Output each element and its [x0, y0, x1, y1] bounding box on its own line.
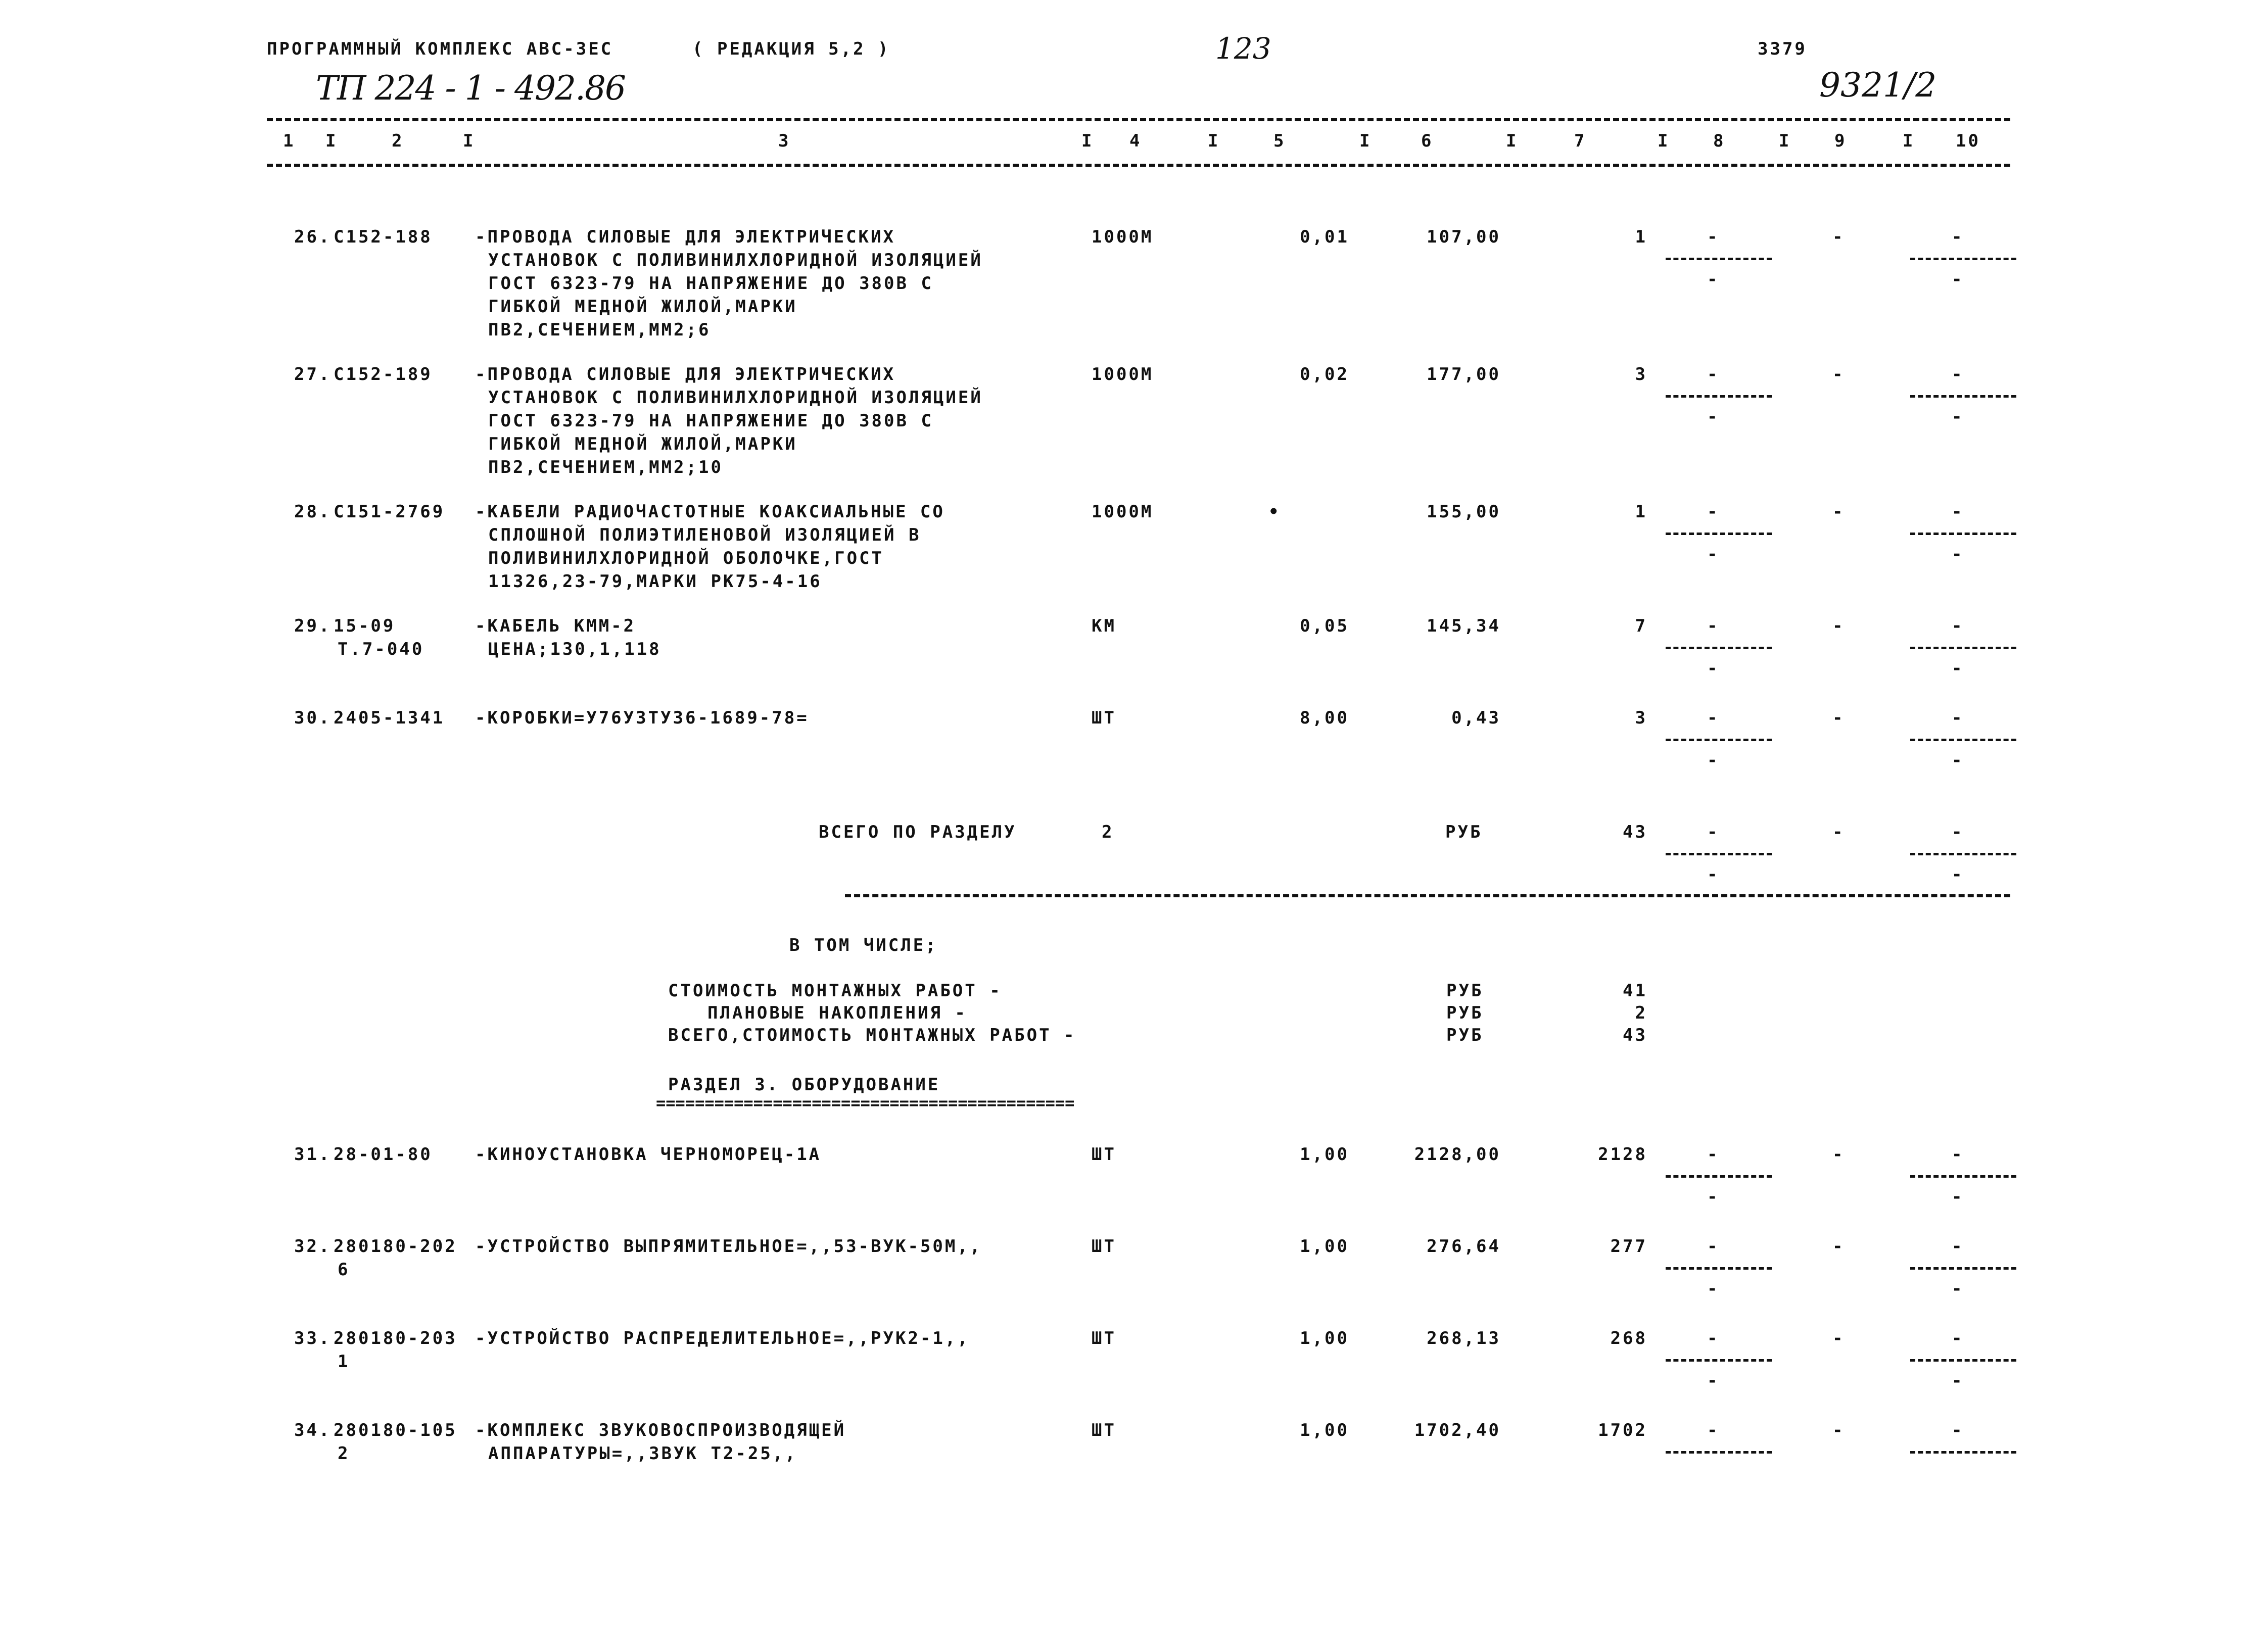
sheet-number: 9321/2 — [1819, 66, 1937, 105]
row-price: 2128,00 — [1414, 1144, 1501, 1165]
row-code: 280180-203 — [334, 1328, 457, 1348]
row-c9: - — [1832, 1420, 1845, 1440]
row-desc: 11326,23-79,МАРКИ РК75-4-16 — [488, 571, 822, 592]
row-price: 155,00 — [1427, 502, 1501, 522]
row-num: 26. — [294, 227, 332, 247]
row-c10-lower: - — [1952, 1371, 1964, 1391]
col-6: 6 — [1421, 131, 1434, 151]
program-title: ПРОГРАММНЫЙ КОМПЛЕКС АВС-ЗЕС — [267, 39, 613, 59]
row-c8-lower: - — [1707, 750, 1720, 770]
page-number: 123 — [1215, 31, 1271, 66]
row-code: 28-01-80 — [334, 1144, 433, 1165]
row-c9: - — [1832, 1236, 1845, 1257]
including-value: 41 — [1623, 981, 1647, 1001]
row-c9: - — [1832, 364, 1845, 384]
row-c10: - — [1952, 708, 1964, 728]
row-total: 1 — [1635, 502, 1647, 522]
row-unit: 1000М — [1092, 364, 1154, 384]
col-sep: I — [463, 131, 476, 151]
row-desc: ГИБКОЙ МЕДНОЙ ЖИЛОЙ,МАРКИ — [488, 434, 797, 454]
c10-divider — [1910, 1359, 2016, 1362]
c10-divider — [1910, 739, 2016, 741]
row-num: 29. — [294, 616, 332, 636]
row-c10: - — [1952, 502, 1964, 522]
col-sep: I — [1903, 131, 1915, 151]
c8-divider — [1666, 1175, 1772, 1178]
c10-divider — [1910, 1267, 2016, 1270]
row-c8: - — [1707, 708, 1720, 728]
col-1: 1 — [283, 131, 296, 151]
c10-divider — [1910, 647, 2016, 649]
row-c10: - — [1952, 1144, 1964, 1165]
section-3-title: РАЗДЕЛ 3. ОБОРУДОВАНИЕ — [668, 1075, 940, 1095]
row-desc: -УСТРОЙСТВО РАСПРЕДЕЛИТЕЛЬНОЕ=,,РУК2-1,, — [475, 1328, 970, 1348]
row-qty: 0,05 — [1300, 616, 1349, 636]
row-c10-lower: - — [1952, 750, 1964, 770]
row-code: 280180-202 — [334, 1236, 457, 1257]
including-label: СТОИМОСТЬ МОНТАЖНЫХ РАБОТ - — [668, 981, 1002, 1001]
section-total-c10-lower: - — [1952, 864, 1964, 885]
row-desc: ПВ2,СЕЧЕНИЕМ,ММ2;6 — [488, 320, 711, 340]
row-c10: - — [1952, 1420, 1964, 1440]
document-id: ТП 224 - 1 - 492.86 — [316, 69, 625, 108]
row-c9: - — [1832, 1144, 1845, 1165]
row-c10: - — [1952, 1328, 1964, 1348]
row-price: 145,34 — [1427, 616, 1501, 636]
row-c8-lower: - — [1707, 1279, 1720, 1299]
row-c10-lower: - — [1952, 1187, 1964, 1207]
row-total: 7 — [1635, 616, 1647, 636]
row-qty: 0,01 — [1300, 227, 1349, 247]
col-sep: I — [325, 131, 338, 151]
row-c10-lower: - — [1952, 544, 1964, 564]
c8-divider — [1666, 395, 1772, 398]
row-desc: -ПРОВОДА СИЛОВЫЕ ДЛЯ ЭЛЕКТРИЧЕСКИХ — [475, 227, 895, 247]
row-desc: -КАБЕЛЬ КММ-2 — [475, 616, 636, 636]
section-total-currency: РУБ — [1445, 822, 1483, 842]
row-c9: - — [1832, 1328, 1845, 1348]
row-code-extra: 6 — [338, 1260, 350, 1280]
section-total-label: ВСЕГО ПО РАЗДЕЛУ — [819, 822, 1017, 842]
col-sep: I — [1081, 131, 1094, 151]
row-num: 30. — [294, 708, 332, 728]
row-unit: 1000М — [1092, 502, 1154, 522]
row-desc: УСТАНОВОК С ПОЛИВИНИЛХЛОРИДНОЙ ИЗОЛЯЦИЕЙ — [488, 388, 983, 408]
row-desc: -КАБЕЛИ РАДИОЧАСТОТНЫЕ КОАКСИАЛЬНЫЕ СО — [475, 502, 945, 522]
row-c8-lower: - — [1707, 544, 1720, 564]
row-desc: ГОСТ 6323-79 НА НАПРЯЖЕНИЕ ДО 380В С — [488, 411, 933, 431]
row-unit: ШТ — [1092, 1144, 1116, 1165]
c8-divider — [1666, 853, 1772, 855]
row-unit: КМ — [1092, 616, 1116, 636]
row-c9: - — [1832, 616, 1845, 636]
row-desc: АППАРАТУРЫ=,,ЗВУК Т2-25,, — [488, 1443, 797, 1464]
c10-divider — [1910, 853, 2016, 855]
row-total: 268 — [1610, 1328, 1647, 1348]
row-c8: - — [1707, 1236, 1720, 1257]
row-desc: -КИНОУСТАНОВКА ЧЕРНОМОРЕЦ-1А — [475, 1144, 822, 1165]
col-4: 4 — [1129, 131, 1142, 151]
row-c10: - — [1952, 227, 1964, 247]
including-value: 2 — [1635, 1003, 1647, 1023]
header-top-rule — [267, 118, 2010, 121]
row-c8-lower: - — [1707, 1371, 1720, 1391]
col-sep: I — [1658, 131, 1670, 151]
row-code: С152-188 — [334, 227, 433, 247]
row-desc: ГИБКОЙ МЕДНОЙ ЖИЛОЙ,МАРКИ — [488, 297, 797, 317]
col-10: 10 — [1956, 131, 1980, 151]
row-unit: ШТ — [1092, 1420, 1116, 1440]
including-currency: РУБ — [1446, 981, 1484, 1001]
row-c8: - — [1707, 1328, 1720, 1348]
row-c10-lower: - — [1952, 269, 1964, 289]
row-total: 2128 — [1598, 1144, 1647, 1165]
row-c10-lower: - — [1952, 1279, 1964, 1299]
row-c9: - — [1832, 502, 1845, 522]
including-label: ПЛАНОВЫЕ НАКОПЛЕНИЯ - — [707, 1003, 967, 1023]
row-qty: 0,02 — [1300, 364, 1349, 384]
c8-divider — [1666, 533, 1772, 535]
row-c8: - — [1707, 1144, 1720, 1165]
row-total: 3 — [1635, 364, 1647, 384]
row-c8-lower: - — [1707, 269, 1720, 289]
col-8: 8 — [1713, 131, 1726, 151]
row-desc: -КОРОБКИ=У76УЗТУ36-1689-78= — [475, 708, 809, 728]
row-price: 107,00 — [1427, 227, 1501, 247]
col-sep: I — [1208, 131, 1220, 151]
row-num: 33. — [294, 1328, 332, 1348]
row-c8-lower: - — [1707, 1187, 1720, 1207]
row-unit: ШТ — [1092, 708, 1116, 728]
row-num: 28. — [294, 502, 332, 522]
row-c10: - — [1952, 616, 1964, 636]
section-total-c8: - — [1707, 822, 1720, 842]
col-5: 5 — [1273, 131, 1286, 151]
including-value: 43 — [1623, 1025, 1647, 1045]
row-price: 1702,40 — [1414, 1420, 1501, 1440]
section-total-c9: - — [1832, 822, 1845, 842]
including-currency: РУБ — [1446, 1025, 1484, 1045]
row-c8: - — [1707, 364, 1720, 384]
row-num: 34. — [294, 1420, 332, 1440]
document-code: 3379 — [1758, 39, 1807, 59]
row-price: 268,13 — [1427, 1328, 1501, 1348]
row-c10-lower: - — [1952, 658, 1964, 679]
row-qty: 1,00 — [1300, 1328, 1349, 1348]
row-num: 27. — [294, 364, 332, 384]
row-code: 2405-1341 — [334, 708, 445, 728]
including-title: В ТОМ ЧИСЛЕ; — [789, 935, 938, 955]
c8-divider — [1666, 1451, 1772, 1454]
row-num: 31. — [294, 1144, 332, 1165]
row-c9: - — [1832, 708, 1845, 728]
c10-divider — [1910, 395, 2016, 398]
row-price: 177,00 — [1427, 364, 1501, 384]
section-total-c10: - — [1952, 822, 1964, 842]
row-code: 280180-105 — [334, 1420, 457, 1440]
row-c10: - — [1952, 364, 1964, 384]
col-sep: I — [1506, 131, 1519, 151]
section-total-number: 2 — [1102, 822, 1114, 842]
row-code: С151-2769 — [334, 502, 445, 522]
row-code-extra: Т.7-040 — [338, 639, 424, 659]
row-desc: ПОЛИВИНИЛХЛОРИДНОЙ ОБОЛОЧКЕ,ГОСТ — [488, 548, 884, 568]
row-desc: ЦЕНА;130,1,118 — [488, 639, 662, 659]
row-price: 276,64 — [1427, 1236, 1501, 1257]
row-unit: ШТ — [1092, 1328, 1116, 1348]
row-price: 0,43 — [1451, 708, 1501, 728]
c8-divider — [1666, 258, 1772, 260]
row-num: 32. — [294, 1236, 332, 1257]
row-total: 1702 — [1598, 1420, 1647, 1440]
section-total-rule — [845, 894, 2010, 897]
col-7: 7 — [1574, 131, 1587, 151]
c10-divider — [1910, 533, 2016, 535]
row-total: 277 — [1610, 1236, 1647, 1257]
row-unit: 1000М — [1092, 227, 1154, 247]
row-desc: -КОМПЛЕКС ЗВУКОВОСПРОИЗВОДЯЩЕЙ — [475, 1420, 846, 1440]
row-code: 15-09 — [334, 616, 396, 636]
col-2: 2 — [392, 131, 404, 151]
row-code-extra: 2 — [338, 1443, 350, 1464]
c8-divider — [1666, 1359, 1772, 1362]
row-qty: 8,00 — [1300, 708, 1349, 728]
section-total-c8-lower: - — [1707, 864, 1720, 885]
including-currency: РУБ — [1446, 1003, 1484, 1023]
row-c8: - — [1707, 616, 1720, 636]
c10-divider — [1910, 258, 2016, 260]
col-sep: I — [1359, 131, 1372, 151]
row-desc: ПВ2,СЕЧЕНИЕМ,ММ2;10 — [488, 457, 723, 477]
row-code: С152-189 — [334, 364, 433, 384]
c10-divider — [1910, 1175, 2016, 1178]
row-c8-lower: - — [1707, 658, 1720, 679]
row-c8-lower: - — [1707, 407, 1720, 427]
row-desc: УСТАНОВОК С ПОЛИВИНИЛХЛОРИДНОЙ ИЗОЛЯЦИЕЙ — [488, 250, 983, 270]
row-desc: -УСТРОЙСТВО ВЫПРЯМИТЕЛЬНОЕ=,,53-ВУК-50М,, — [475, 1236, 982, 1257]
edition-label: ( РЕДАКЦИЯ 5,2 ) — [692, 39, 890, 59]
row-desc: ГОСТ 6323-79 НА НАПРЯЖЕНИЕ ДО 380В С — [488, 273, 933, 294]
c8-divider — [1666, 739, 1772, 741]
col-9: 9 — [1834, 131, 1847, 151]
including-label: ВСЕГО,СТОИМОСТЬ МОНТАЖНЫХ РАБОТ - — [668, 1025, 1076, 1045]
section-total-value: 43 — [1623, 822, 1647, 842]
row-c9: - — [1832, 227, 1845, 247]
header-bottom-rule — [267, 164, 2010, 167]
row-c8: - — [1707, 502, 1720, 522]
section-3-underline: =========================================== — [656, 1093, 1075, 1113]
row-qty: 1,00 — [1300, 1144, 1349, 1165]
c8-divider — [1666, 647, 1772, 649]
c10-divider — [1910, 1451, 2016, 1454]
row-c10-lower: - — [1952, 407, 1964, 427]
row-total: 1 — [1635, 227, 1647, 247]
row-total: 3 — [1635, 708, 1647, 728]
row-desc: -ПРОВОДА СИЛОВЫЕ ДЛЯ ЭЛЕКТРИЧЕСКИХ — [475, 364, 895, 384]
row-c10: - — [1952, 1236, 1964, 1257]
row-code-extra: 1 — [338, 1352, 350, 1372]
row-c8: - — [1707, 227, 1720, 247]
col-3: 3 — [778, 131, 791, 151]
c8-divider — [1666, 1267, 1772, 1270]
col-sep: I — [1779, 131, 1791, 151]
row-qty: 1,00 — [1300, 1236, 1349, 1257]
row-desc: СПЛОШНОЙ ПОЛИЭТИЛЕНОВОЙ ИЗОЛЯЦИЕЙ В — [488, 525, 921, 545]
row-unit: ШТ — [1092, 1236, 1116, 1257]
row-qty: 1,00 — [1300, 1420, 1349, 1440]
row-c8: - — [1707, 1420, 1720, 1440]
row-qty: • — [1268, 502, 1281, 522]
